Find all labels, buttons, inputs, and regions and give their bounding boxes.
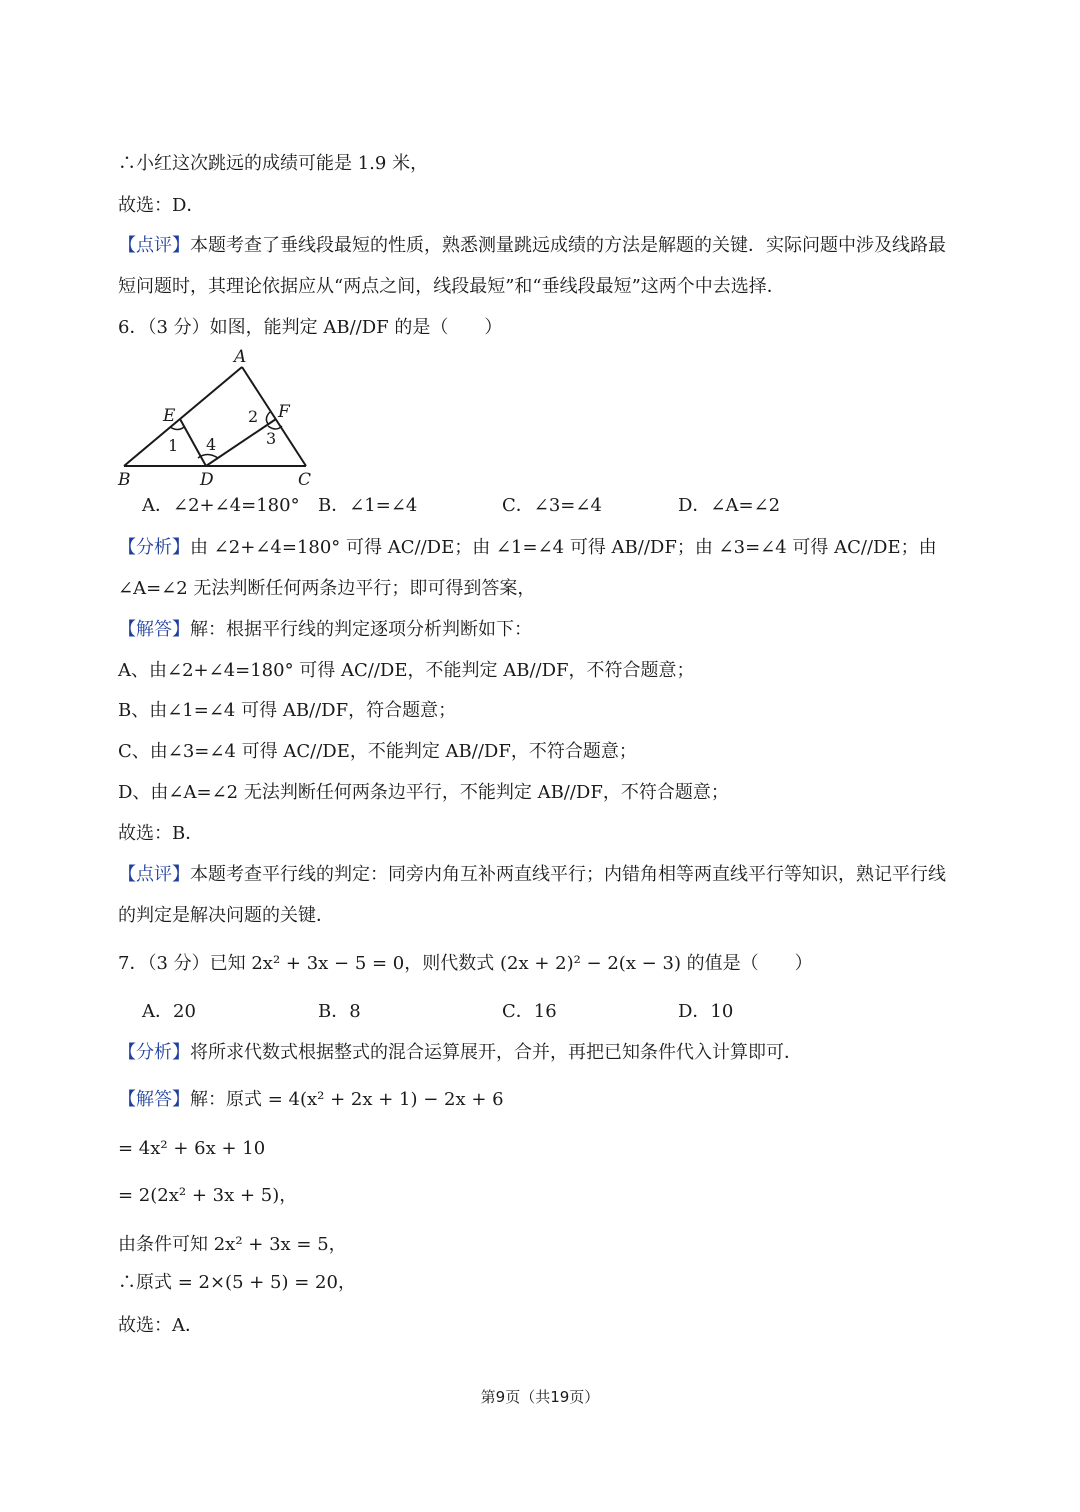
question-7: 7．（3 分）已知 2x² + 3x − 5 = 0，则代数式 (2x + 2)² − 2(x − 3) 的值是（ ）	[118, 953, 813, 974]
q7-option-a: A．20	[142, 1001, 196, 1022]
segment-ed	[180, 419, 206, 466]
angle-1-arc	[170, 427, 184, 430]
solution-tag: 【解答】	[118, 619, 190, 640]
q6-analysis-line-1	[118, 536, 937, 560]
analysis-text: 将所求代数式根据整式的混合运算展开，合并，再把已知条件代入计算即可．	[190, 1042, 802, 1063]
comment-tag: 【点评】	[118, 235, 190, 256]
q6-solution-a: A、由∠2+∠4=180° 可得 AC//DE，不能判定 AB//DF，不符合题意；	[118, 660, 695, 681]
segment-ab	[124, 367, 242, 466]
q7-option-b: B．8	[318, 1001, 361, 1022]
analysis-tag: 【分析】	[118, 1042, 190, 1063]
question-6: 6．（3 分）如图，能判定 AB//DF 的是（ ）	[118, 317, 503, 338]
solution-text: 解：原式 = 4(x² + 2x + 1) − 2x + 6	[190, 1089, 504, 1110]
label-d: D	[200, 470, 214, 490]
prev-answer-conclusion: ∴小红这次跳远的成绩可能是 1.9 米，	[118, 153, 429, 174]
analysis-text: 由 ∠2+∠4=180° 可得 AC//DE；由 ∠1=∠4 可得 AB//DF；由 ∠3=∠4 可得 AC//DE；由	[190, 537, 937, 558]
q6-analysis-line-2: ∠A=∠2 无法判断任何两条边平行；即可得到答案，	[118, 578, 536, 599]
q6-solution-d: D、由∠A=∠2 无法判断任何两条边平行，不能判定 AB//DF，不符合题意；	[118, 782, 729, 803]
solution-tag: 【解答】	[118, 1089, 190, 1110]
q7-solution-3: 由条件可知 2x² + 3x = 5，	[118, 1234, 347, 1255]
prev-answer-selection: 故选：D．	[118, 195, 205, 216]
page-footer: 第9页（共19页）	[480, 1388, 600, 1406]
q6-solution-intro	[118, 618, 532, 642]
label-angle-3: 3	[266, 429, 277, 448]
label-e: E	[163, 406, 176, 426]
label-a: A	[234, 347, 247, 367]
solution-text: 解：根据平行线的判定逐项分析判断如下：	[190, 619, 532, 640]
comment-text: 本题考查平行线的判定：同旁内角互补两直线平行；内错角相等两直线平行等知识，熟记平行线	[190, 864, 946, 885]
q7-option-c: C．16	[502, 1001, 557, 1022]
label-angle-2: 2	[248, 407, 259, 426]
prev-comment-line-2: 短问题时，其理论依据应从“两点之间，线段最短”和“垂线段最短”这两个中去选择．	[118, 276, 785, 297]
label-angle-1: 1	[168, 436, 179, 455]
q6-solution-c: C、由∠3=∠4 可得 AC//DE，不能判定 AB//DF，不符合题意；	[118, 741, 637, 762]
triangle-figure	[110, 342, 330, 492]
analysis-tag: 【分析】	[118, 537, 190, 558]
q7-selection: 故选：A．	[118, 1315, 203, 1336]
label-c: C	[298, 470, 312, 490]
comment-text: 本题考查了垂线段最短的性质，熟悉测量跳远成绩的方法是解题的关键．实际问题中涉及线路最	[190, 235, 946, 256]
q6-selection: 故选：B．	[118, 823, 204, 844]
label-b: B	[118, 470, 131, 490]
q6-option-b: B．∠1=∠4	[318, 495, 418, 516]
prev-comment-line-1	[118, 234, 946, 258]
q6-option-c: C．∠3=∠4	[502, 495, 602, 516]
q7-solution-4: ∴原式 = 2×(5 + 5) = 20，	[118, 1272, 356, 1293]
q6-comment-line-1	[118, 863, 946, 887]
q7-option-d: D．10	[678, 1001, 734, 1022]
q7-solution-1: = 4x² + 6x + 10	[118, 1138, 266, 1159]
q6-solution-b: B、由∠1=∠4 可得 AB//DF，符合题意；	[118, 700, 457, 721]
comment-tag: 【点评】	[118, 864, 190, 885]
q6-option-a: A．∠2+∠4=180°	[142, 495, 300, 516]
label-angle-4: 4	[206, 435, 217, 454]
q6-comment-line-2: 的判定是解决问题的关键．	[118, 905, 334, 926]
q7-analysis	[118, 1041, 802, 1065]
q6-option-d: D．∠A=∠2	[678, 495, 781, 516]
q7-solution-0	[118, 1088, 504, 1112]
q7-solution-2: = 2(2x² + 3x + 5)，	[118, 1185, 298, 1206]
label-f: F	[278, 402, 290, 422]
